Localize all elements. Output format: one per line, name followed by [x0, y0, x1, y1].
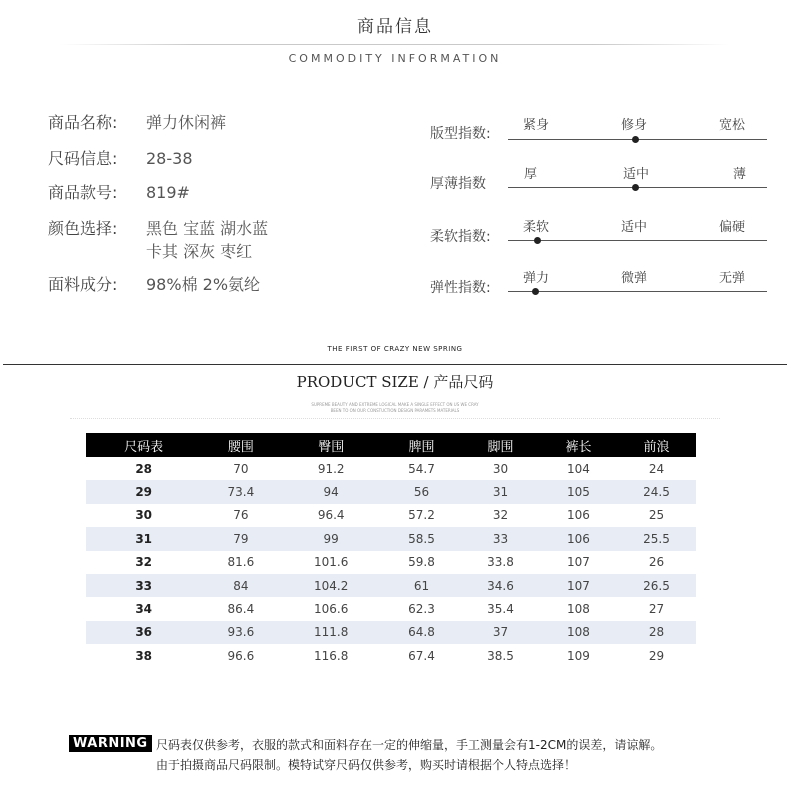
index-scale-line	[508, 240, 767, 241]
info-value: 819#	[146, 183, 190, 202]
index-option: 弹力	[523, 271, 550, 286]
table-cell: 79	[201, 527, 280, 550]
table-cell: 105	[540, 480, 617, 503]
column-header: 臀围	[280, 433, 382, 457]
table-cell: 109	[567, 648, 590, 663]
table-row	[86, 480, 696, 503]
table-cell: 73.4	[201, 480, 280, 503]
table-cell: 62.3	[408, 602, 435, 617]
table-cell: 24	[648, 461, 665, 476]
table-cell: 59.8	[408, 555, 435, 570]
table-cell: 34.6	[461, 574, 540, 597]
table-cell: 29	[648, 648, 665, 663]
index-option: 微弹	[621, 271, 648, 286]
table-row	[86, 527, 696, 550]
info-value: 弹力休闲裤	[146, 113, 227, 132]
table-cell: 86.4	[227, 602, 255, 617]
warning-text-line-2: 由于拍摄商品尺码限制。模特试穿尺码仅供参考，购买时请根据个人特点选择！	[156, 758, 577, 772]
table-cell: 28	[135, 461, 153, 476]
header-divider	[60, 44, 730, 45]
info-row-colors	[48, 216, 268, 239]
table-cell: 58.5	[382, 527, 461, 550]
index-marker	[632, 136, 639, 143]
info-label: 商品款号:	[48, 183, 118, 202]
index-option: 柔软	[523, 220, 550, 235]
table-cell: 33.8	[487, 555, 514, 570]
table-cell: 35.4	[487, 602, 514, 617]
table-header-row	[86, 433, 696, 457]
table-cell: 67.4	[408, 648, 435, 663]
table-cell: 57.2	[408, 508, 435, 523]
table-cell: 33	[86, 574, 201, 597]
table-cell: 25.5	[617, 527, 696, 550]
index-option: 无弹	[719, 271, 746, 286]
table-cell: 34	[135, 602, 153, 617]
table-row	[86, 621, 696, 644]
table-cell: 108	[567, 602, 590, 617]
table-cell: 106.6	[314, 602, 349, 617]
section-divider	[3, 364, 787, 365]
info-label: 商品名称:	[48, 113, 118, 132]
index-option: 紧身	[523, 118, 550, 133]
column-header: 脚围	[461, 433, 540, 457]
table-cell: 32	[135, 555, 153, 570]
table-cell: 104	[567, 461, 590, 476]
table-cell: 106	[567, 508, 590, 523]
table-row	[86, 597, 696, 620]
column-header: 脾围	[382, 433, 461, 457]
info-row-style-number	[48, 180, 190, 203]
table-cell: 76	[233, 508, 249, 523]
index-option: 薄	[733, 167, 747, 182]
index-option: 宽松	[719, 118, 746, 133]
table-cell: 61	[382, 574, 461, 597]
table-cell: 104.2	[280, 574, 382, 597]
table-cell: 24.5	[617, 480, 696, 503]
index-option: 适中	[623, 167, 650, 182]
table-row	[86, 644, 696, 667]
info-row-name	[48, 110, 226, 133]
table-cell: 84	[201, 574, 280, 597]
table-cell: 108	[540, 621, 617, 644]
table-cell: 38.5	[487, 648, 514, 663]
table-row	[86, 504, 696, 527]
table-cell: 38	[135, 648, 153, 663]
index-marker	[534, 237, 541, 244]
table-cell: 93.6	[201, 621, 280, 644]
table-cell: 27	[648, 602, 665, 617]
table-cell: 56	[382, 480, 461, 503]
table-cell: 91.2	[317, 461, 345, 476]
info-value: 28-38	[146, 149, 193, 168]
table-cell: 116.8	[314, 648, 349, 663]
table-cell: 26.5	[617, 574, 696, 597]
table-cell: 96.4	[317, 508, 345, 523]
table-cell: 31	[461, 480, 540, 503]
info-value: 98%棉 2%氨纶	[146, 275, 261, 294]
table-cell: 36	[86, 621, 201, 644]
index-marker	[532, 288, 539, 295]
table-cell: 64.8	[382, 621, 461, 644]
info-label: 尺码信息:	[48, 149, 118, 168]
column-header: 腰围	[201, 433, 280, 457]
table-cell: 33	[461, 527, 540, 550]
table-cell: 30	[135, 508, 153, 523]
table-cell: 32	[492, 508, 509, 523]
index-marker	[632, 184, 639, 191]
dotted-divider	[70, 418, 720, 420]
table-cell: 37	[461, 621, 540, 644]
table-cell: 30	[492, 461, 509, 476]
index-option: 厚	[524, 167, 538, 182]
table-cell: 70	[233, 461, 249, 476]
index-option: 适中	[621, 220, 648, 235]
table-cell: 107	[567, 555, 590, 570]
info-row-fabric	[48, 272, 260, 295]
table-cell: 94	[280, 480, 382, 503]
table-cell: 99	[280, 527, 382, 550]
column-header: 尺码表	[86, 433, 201, 457]
info-value: 黑色 宝蓝 湖水蓝	[146, 219, 269, 238]
table-cell: 106	[540, 527, 617, 550]
index-label-thickness: 厚薄指数	[430, 176, 486, 192]
table-cell: 107	[540, 574, 617, 597]
table-row	[86, 457, 696, 480]
index-label-elasticity: 弹性指数:	[430, 280, 491, 296]
table-cell: 31	[86, 527, 201, 550]
index-label-softness: 柔软指数:	[430, 229, 491, 245]
product-size-title: PRODUCT SIZE / 产品尺码	[296, 373, 494, 391]
section-subtitle: COMMODITY INFORMATION	[288, 52, 502, 65]
table-cell: 26	[648, 555, 665, 570]
table-cell: 101.6	[314, 555, 349, 570]
section-title: 商品信息	[357, 17, 433, 37]
table-row	[86, 574, 696, 597]
index-scale-line	[508, 291, 767, 292]
table-row	[86, 551, 696, 574]
table-cell: 81.6	[227, 555, 255, 570]
index-option: 修身	[621, 118, 648, 133]
info-row-size	[48, 146, 193, 169]
index-option: 偏硬	[719, 220, 746, 235]
info-label: 颜色选择:	[48, 219, 118, 238]
table-cell: 54.7	[408, 461, 435, 476]
info-value-continued: 卡其 深灰 枣红	[146, 242, 253, 261]
table-cell: 29	[86, 480, 201, 503]
warning-text-line-1: 尺码表仅供参考，衣服的款式和面料存在一定的伸缩量，手工测量会有1-2CM的误差，请谅解。	[156, 738, 663, 752]
index-label-fit: 版型指数:	[430, 126, 491, 142]
fine-print: BEEN TO ON OUR CONSTUCTION DESIGN PARAMETS MATERIALS	[330, 408, 460, 413]
warning-badge: WARNING	[69, 735, 152, 752]
size-table	[86, 433, 696, 668]
table-cell: 96.6	[227, 648, 255, 663]
column-header: 裤长	[540, 433, 617, 457]
table-cell: 28	[617, 621, 696, 644]
fine-print: SUPREME BEAUTY AND EXTREME LOGICAL MAKE A SINGLE EFFECT ON US WE CRAY	[311, 402, 479, 407]
info-label: 面料成分:	[48, 275, 118, 294]
table-cell: 111.8	[280, 621, 382, 644]
column-header: 前浪	[617, 433, 696, 457]
table-cell: 25	[648, 508, 665, 523]
divider-caption: THE FIRST OF CRAZY NEW SPRING	[327, 345, 463, 353]
